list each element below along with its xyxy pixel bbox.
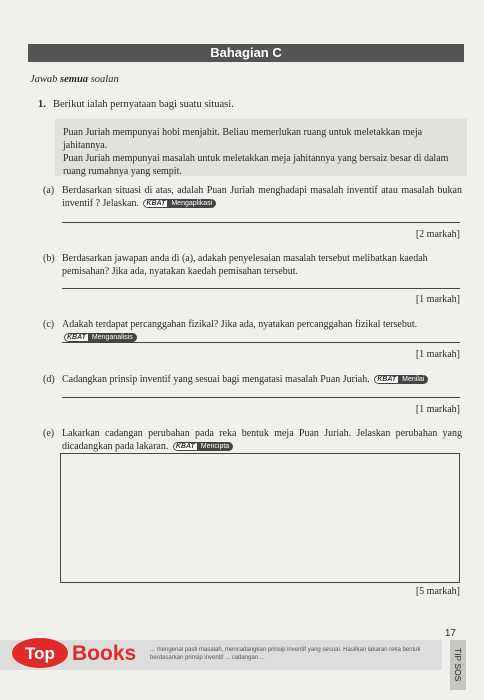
kbat-badge: KBAT Mencipta — [173, 442, 233, 451]
answer-line[interactable] — [62, 397, 460, 398]
marks-a: [2 markah] — [415, 229, 460, 240]
part-label: (c) — [43, 319, 55, 330]
marks-e: [5 markah] — [415, 586, 460, 597]
part-label: (a) — [43, 185, 55, 196]
part-text: Berdasarkan situasi di atas, adalah Puan Juriah menghadapi masalah inventif atau masalah bukan inventif ? Jelaskan. KBAT Mengaplikasi — [62, 185, 462, 209]
kbat-badge: KBAT Menilai — [374, 375, 428, 384]
part-text: Lakarkan cadangan perubahan pada reka bentuk meja Puan Juriah. Jelaskan perubahan yang dicadangkan pada lakaran. KBAT Mencipta — [62, 428, 462, 452]
part-label: (b) — [43, 253, 55, 264]
side-tag: TIP SOS — [450, 640, 466, 690]
part-label: (d) — [43, 374, 55, 385]
section-title: Bahagian C — [210, 45, 282, 60]
question-text: Berikut ialah pernyataan bagi suatu situasi. — [53, 99, 234, 110]
answer-line[interactable] — [62, 342, 460, 343]
section-title-bar — [28, 44, 464, 62]
footer-note: ... mengenal pasti masalah, mencadangkan prinsip inventif yang sesuai. Hasilkan lakaran reka bentuk berdasarkan prinsip inventif ... cadangan ... — [150, 647, 421, 661]
marks-d: [1 markah] — [415, 404, 460, 415]
instruction-suffix: soalan — [90, 74, 119, 85]
part-text: Berdasarkan jawapan anda di (a), adakah penyelesaian masalah tersebut melibatkan kaedah pemisahan? Jika ada, nyatakan kaedah pemisahan tersebut. — [62, 253, 428, 277]
part-text: Cadangkan prinsip inventif yang sesuai bagi mengatasi masalah Puan Juriah. KBAT Menilai — [62, 373, 462, 386]
marks-c: [1 markah] — [415, 349, 460, 360]
marks-b: [1 markah] — [415, 294, 460, 305]
question-number: 1. — [38, 99, 46, 110]
sketch-answer-box[interactable] — [60, 453, 460, 583]
svg-text:Top: Top — [25, 644, 55, 663]
instruction-bold: semua — [60, 74, 89, 85]
answer-line[interactable] — [62, 288, 460, 289]
answer-line[interactable] — [62, 222, 460, 223]
situation-box — [55, 119, 467, 176]
kbat-badge: KBAT Menganalisis — [64, 333, 137, 342]
topbooks-logo — [10, 636, 190, 670]
situation-line: Puan Juriah mempunyai masalah untuk meletakkan meja jahitannya yang bersaiz besar di dalam ruang rumahnya yang sempit. — [63, 153, 449, 177]
instruction — [30, 74, 119, 85]
part-text: Adakah terdapat percanggahan fizikal? Jika ada, nyatakan percanggahan fizikal tersebut. KBAT Menganalisis — [62, 319, 418, 342]
page-number: 17 — [444, 628, 456, 639]
kbat-badge: KBAT Mengaplikasi — [143, 199, 216, 208]
svg-text:Books: Books — [72, 642, 137, 665]
instruction-prefix: Jawab — [30, 74, 58, 85]
situation-line: Puan Juriah mempunyai hobi menjahit. Beliau memerlukan ruang untuk meletakkan meja jahitannya. — [63, 127, 423, 151]
part-label: (e) — [43, 428, 55, 439]
